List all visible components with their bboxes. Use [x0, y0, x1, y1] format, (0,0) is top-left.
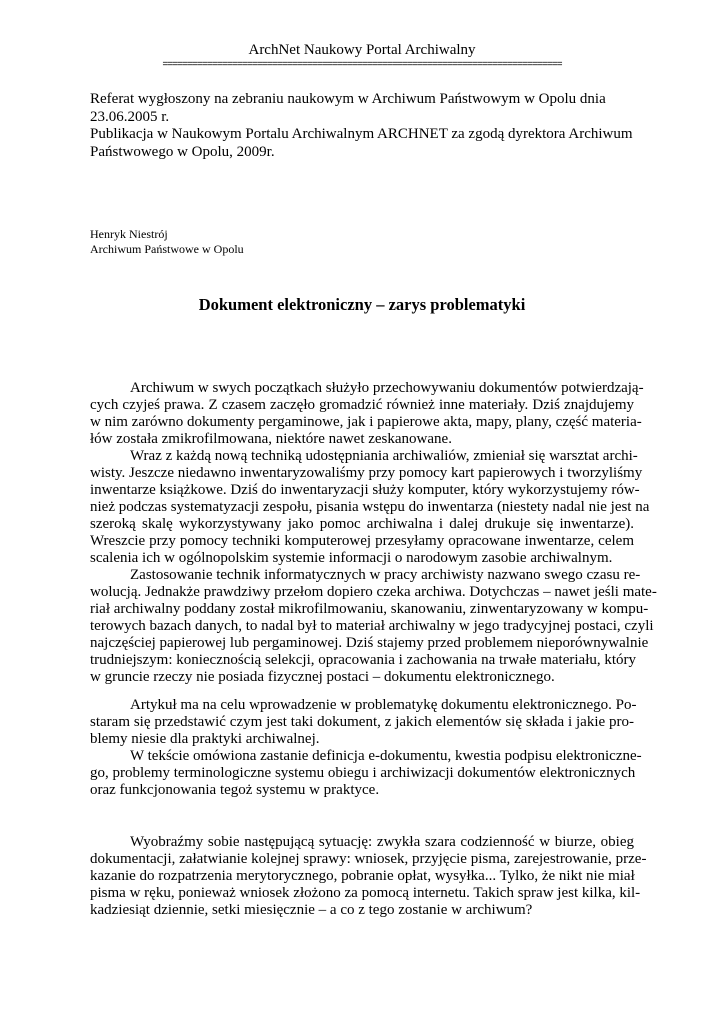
text-line: w gruncie rzeczy nie posiada fizycznej postaci – dokumentu elektronicznego. — [90, 669, 555, 685]
text-line: Zastosowanie technik informatycznych w pracy archiwisty nazwano swego czasu re- — [130, 567, 641, 583]
text-line: dokumentacji, załatwianie kolejnej sprawy: wniosek, przyjęcie pisma, zarejestrowanie, prze- — [90, 851, 647, 867]
text-line: wolucją. Jednakże prawdziwy przełom dopiero czeka archiwa. Dotychczas – nawet jeśli mate- — [90, 584, 657, 600]
text-line: oraz funkcjonowania tegoż systemu w praktyce. — [90, 782, 380, 798]
text-line: Wyobraźmy sobie następującą sytuację: zwykła szara codzienność w biurze, obieg — [130, 834, 634, 850]
text-line: riał archiwalny poddany został mikrofilmowaniu, skanowaniu, zinwentaryzowany w kompu- — [90, 601, 649, 617]
text-line: W tekście omówiona zastanie definicja e-dokumentu, kwestia podpisu elektroniczne- — [130, 748, 642, 764]
text-line: go, problemy terminologiczne systemu obiegu i archiwizacji dokumentów elektronicznych — [90, 765, 636, 781]
publication-permission-note: Publikacja w Naukowym Portalu Archiwalnym ARCHNET za zgodą dyrektora Archiwum Państwowego w Opolu, 2009r. — [90, 126, 633, 160]
text-line: pisma w ręku, ponieważ wniosek złożono za pomocą internetu. Takich spraw jest kilka, kil- — [90, 885, 641, 901]
text-line: trudniejszym: koniecznością selekcji, opracowania i zachowania na trwałe materiału, który — [90, 652, 637, 668]
text-line: Archiwum w swych początkach służyło przechowywaniu dokumentów potwierdzają- — [130, 380, 644, 396]
text-line: Wraz z każdą nową techniką udostępniania archiwaliów, zmieniał się warsztat archi- — [130, 448, 638, 464]
text-line: staram się przedstawić czym jest taki dokument, z jakich elementów się składa i jakie pro- — [90, 714, 634, 730]
author-institution: Archiwum Państwowe w Opolu — [90, 242, 244, 256]
text-line: cych czyjeś prawa. Z czasem zaczęło gromadzić również inne materiały. Dziś znajdujemy — [90, 397, 634, 413]
body-section-introduction — [90, 380, 657, 686]
text-line: łów została zmikrofilmowana, niektóre nawet zeskanowane. — [90, 431, 452, 447]
text-line: szeroką skalę wykorzystywany jako pomoc archiwalna i dalej drukuje się inwentarze). — [90, 516, 634, 532]
lecture-note: Referat wygłoszony na zebraniu naukowym w Archiwum Państwowym w Opolu dnia 23.06.2005 r. — [90, 91, 606, 125]
text-line: nież podczas systematyzacji zespołu, pisania wstępu do inwentarza (niestety nadal nie jest na — [90, 499, 650, 515]
text-line: kadziesiąt dziennie, setki miesięcznie – a co z tego zostanie w archiwum? — [90, 902, 533, 918]
text-line: w nim zarówno dokumenty pergaminowe, jak i papierowe akta, mapy, plany, część materia- — [90, 414, 642, 430]
body-section-scenario — [90, 834, 647, 919]
author-block — [90, 227, 244, 257]
text-line: inwentarze książkowe. Dziś do inwentaryzacji służy komputer, który wykorzystujemy rów- — [90, 482, 640, 498]
header-divider: ================================================================================ — [162, 60, 562, 71]
body-section-aims — [90, 697, 642, 799]
header-title: ArchNet Naukowy Portal Archiwalny — [248, 42, 476, 58]
text-line: Artykuł ma na celu wprowadzenie w problematykę dokumentu elektronicznego. Po- — [130, 697, 637, 713]
text-line: kazanie do rozpatrzenia merytorycznego, pobranie opłat, wysyłka... Tylko, że nikt nie miał — [90, 868, 635, 884]
document-title: Dokument elektroniczny – zarys problematyki — [198, 295, 526, 314]
text-line: Wreszcie przy pomocy techniki komputerowej przesyłamy opracowane inwentarze, celem — [90, 533, 634, 549]
text-line: terowych bazach danych, to nadal był to materiał archiwalny w jego tradycyjnej postaci, czyli — [90, 618, 654, 634]
text-line: wisty. Jeszcze niedawno inwentaryzowaliśmy przy pomocy kart papierowych i tworzyliśmy — [90, 465, 643, 481]
text-line: blemy niesie dla praktyki archiwalnej. — [90, 731, 320, 747]
text-line: najczęściej papierowej lub pergaminowej. Dziś stajemy przed problemem nieporównywalnie — [90, 635, 649, 651]
author-name: Henryk Niestrój — [90, 227, 168, 241]
text-line: scalenia ich w ogólnopolskim systemie informacji o narodowym zasobie archiwalnym. — [90, 550, 613, 566]
publication-note — [90, 91, 650, 161]
